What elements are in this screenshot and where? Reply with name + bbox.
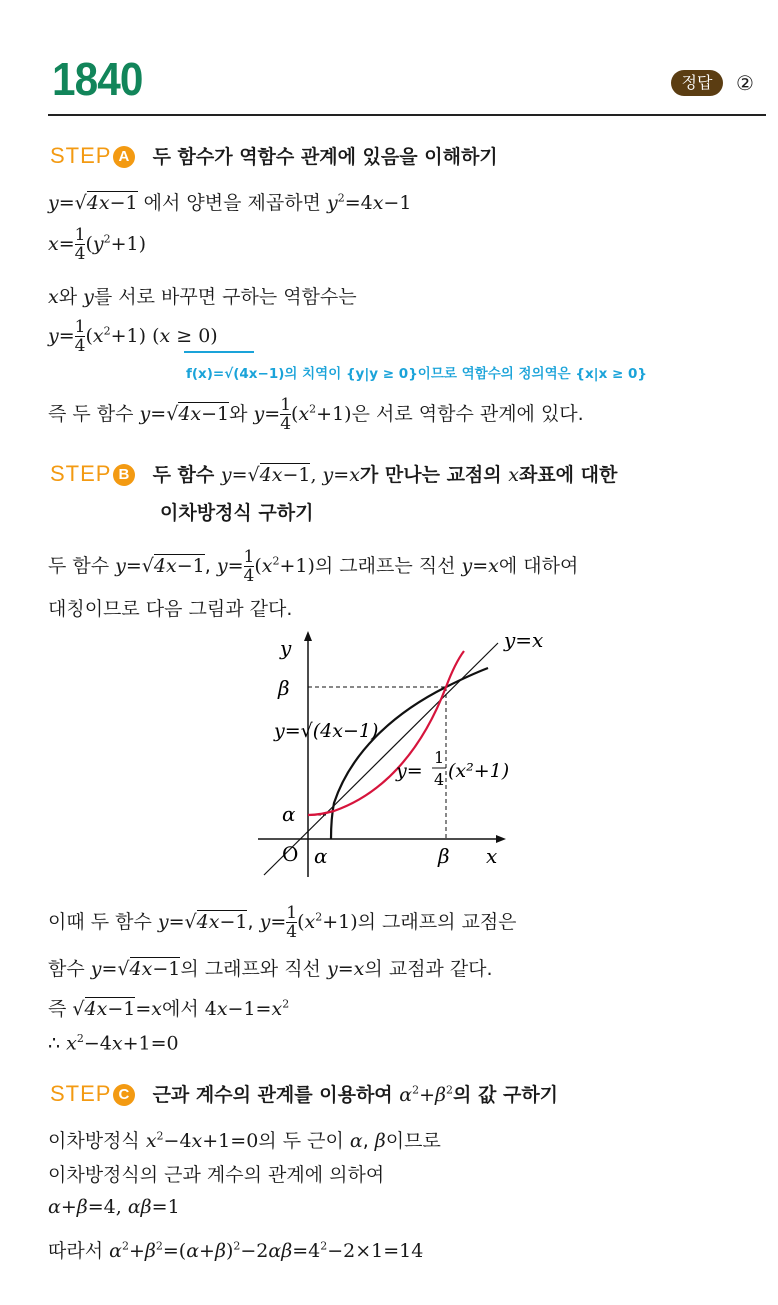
svg-text:1: 1	[434, 748, 445, 767]
step-c-circle-icon: C	[113, 1084, 135, 1106]
step-b-heading: STEP B 두 함수 y=√4x−1, y=x가 만나는 교점의 x좌표에 대한	[50, 461, 618, 486]
svg-text:(x²+1): (x²+1)	[448, 760, 510, 782]
step-c-line-3: α+β=4, αβ=1	[48, 1196, 180, 1218]
step-a-line-4: y= $\frac{1}{4}$ $(x^2+1) (x \ge 0)$	[48, 317, 218, 356]
svg-text:y: y	[280, 636, 292, 660]
svg-text:y=√(4x−1): y=√(4x−1)	[274, 720, 379, 742]
svg-text:β: β	[438, 844, 450, 868]
answer-value: ②	[736, 71, 754, 95]
svg-text:O: O	[282, 842, 299, 866]
step-c-label: STEP C	[50, 1081, 135, 1106]
step-b-title-line2: 이차방정식 구하기	[160, 502, 314, 524]
step-c-line-1: 이차방정식 $x^2-4x+1=0$의 두 근이 α, β이므로	[48, 1129, 441, 1152]
step-c-line-4: 따라서 $\alpha^2+\beta^2=(\alpha+\beta)^2-2\alpha\beta=4^2-2\times 1=14$	[48, 1239, 424, 1262]
step-a-title: 두 함수가 역함수 관계에 있음을 이해하기	[152, 146, 498, 168]
step-c-heading: STEP C 근과 계수의 관계를 이용하여 $\alpha^2+\beta^2$의 값 구하기	[50, 1081, 559, 1106]
answer-badge: 정답	[671, 70, 723, 96]
svg-text:α: α	[314, 844, 328, 868]
step-a-note: f(x)=√(4x−1)의 치역이 {y|y ≥ 0}이므로 역함수의 정의역은 {x|x ≥ 0}	[186, 366, 648, 382]
step-a-line-3: x와 y를 서로 바꾸면 구하는 역함수는	[48, 286, 357, 308]
svg-text:β: β	[278, 676, 290, 700]
function-graph	[250, 625, 560, 885]
svg-text:y=: y=	[396, 760, 423, 782]
domain-underline	[184, 351, 254, 353]
step-b-label: STEP B	[50, 461, 135, 486]
step-b-line-4: 함수 y=√4x−1의 그래프와 직선 y=x의 교점과 같다.	[48, 958, 493, 980]
svg-text:y=x: y=x	[504, 628, 544, 652]
step-a-line-5: 즉 두 함수 y=√4x−1와 y= $\frac{1}{4}$ $(x^2+1)$은 서로 역함수 관계에 있다.	[48, 395, 584, 434]
step-b-line-2: 대칭이므로 다음 그림과 같다.	[48, 598, 293, 620]
step-b-line-5: 즉 √4x−1=x에서 $4x-1=x^2$	[48, 997, 290, 1020]
step-c-line-2: 이차방정식의 근과 계수의 관계에 의하여	[48, 1164, 385, 1186]
step-a-label: STEP A	[50, 143, 135, 168]
step-a-heading	[50, 142, 498, 169]
step-b-line-3: 이때 두 함수 y=√4x−1, y= $\frac{1}{4}$ $(x^2+1)$의 그래프의 교점은	[48, 903, 517, 942]
step-b-line-6: ∴ $x^2-4x+1=0$	[48, 1032, 179, 1055]
problem-number: 1840	[52, 53, 143, 105]
step-b-line-1: 두 함수 y=√4x−1, y= $\frac{1}{4}$ $(x^2+1)$의 그래프는 직선 y=x에 대하여	[48, 547, 579, 586]
header-divider	[48, 114, 766, 116]
step-b-circle-icon: B	[113, 464, 135, 486]
svg-text:4: 4	[434, 770, 445, 789]
svg-text:x: x	[486, 844, 498, 868]
step-a-line-1: y=√4x−1 에서 양변을 제곱하면 $y^2=4x-1$	[48, 191, 412, 214]
step-a-circle-icon: A	[113, 146, 135, 168]
svg-text:α: α	[282, 802, 296, 826]
step-a-line-2: x= $\frac{1}{4}$ $(y^2+1)$	[48, 225, 147, 264]
